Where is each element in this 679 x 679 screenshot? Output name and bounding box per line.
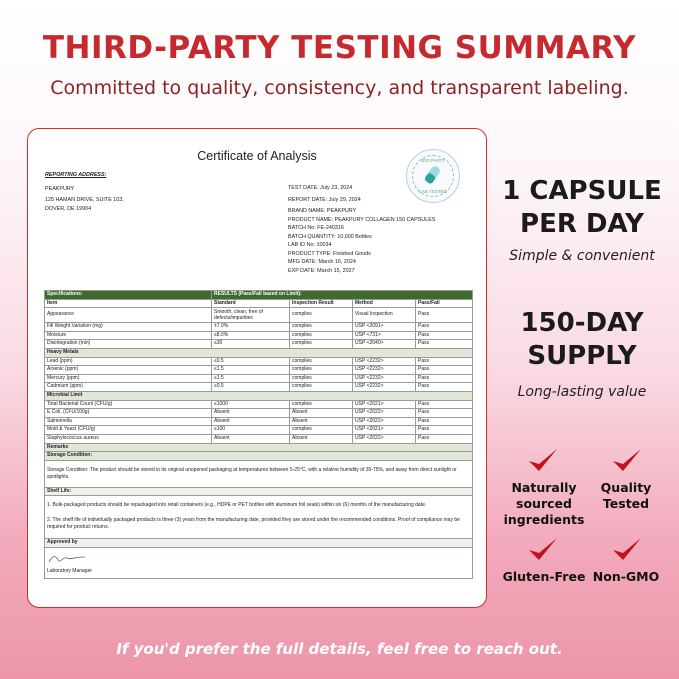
cell: USP <2022> bbox=[353, 409, 416, 418]
product-name: PRODUCT NAME: PEAKPURY COLLAGEN 150 CAPSULES bbox=[288, 216, 436, 223]
page-subtitle: Committed to quality, consistency, and transparent labeling. bbox=[50, 77, 629, 99]
cell: USP <2021> bbox=[353, 400, 416, 409]
certificate-card bbox=[27, 128, 487, 608]
approved-label: Approved by bbox=[45, 539, 473, 548]
cell: complies bbox=[290, 374, 353, 383]
batch-no: BATCH No: FE-240316 bbox=[288, 225, 344, 231]
table-row bbox=[45, 308, 473, 323]
address-line-2: DOVER, DE 19904 bbox=[45, 205, 92, 212]
column-header: Standard bbox=[212, 299, 290, 308]
table-row bbox=[45, 400, 473, 409]
badge-natural: Naturally sourced ingredients bbox=[503, 480, 585, 527]
signature-cell bbox=[45, 547, 473, 578]
cell: Absent bbox=[290, 434, 353, 443]
product-type: PRODUCT TYPE: Finished Goods bbox=[288, 250, 371, 257]
cell: complies bbox=[290, 308, 353, 323]
report-date: REPORT DATE: July 29, 2024 bbox=[288, 196, 361, 203]
cell: ≤1.5 bbox=[212, 366, 290, 375]
cell: Pass bbox=[416, 308, 473, 323]
cell: ≤1.5 bbox=[212, 374, 290, 383]
column-header: Pass/Fail bbox=[416, 299, 473, 308]
reporting-address bbox=[45, 171, 124, 213]
cell: ≤8.0% bbox=[212, 331, 290, 340]
batch-info bbox=[288, 184, 435, 275]
table-row bbox=[45, 366, 473, 375]
table-row bbox=[45, 340, 473, 349]
table-row bbox=[45, 383, 473, 392]
cell: Pass bbox=[416, 331, 473, 340]
cell: Arsenic (ppm) bbox=[45, 366, 212, 375]
signature-row bbox=[45, 547, 473, 578]
cell: Absent bbox=[290, 417, 353, 426]
cell: Pass bbox=[416, 426, 473, 435]
cell: Salmonella bbox=[45, 417, 212, 426]
cell: Staphylococcus aureus bbox=[45, 434, 212, 443]
company-name: PEAKPURY bbox=[45, 185, 75, 192]
cell: Pass bbox=[416, 434, 473, 443]
cell: Pass bbox=[416, 357, 473, 366]
cell: Pass bbox=[416, 409, 473, 418]
cell: ≤0.5 bbox=[212, 383, 290, 392]
cell: complies bbox=[290, 357, 353, 366]
cell: ≤1000 bbox=[212, 400, 290, 409]
cell: USP <731> bbox=[353, 331, 416, 340]
supply-title: 150-DAY SUPPLY bbox=[520, 308, 644, 371]
remarks-row bbox=[45, 443, 473, 452]
cell: Pass bbox=[416, 374, 473, 383]
cell: Fill Weight Variation (mg) bbox=[45, 323, 212, 332]
cell: USP <2232> bbox=[353, 366, 416, 375]
cell: ≤100 bbox=[212, 426, 290, 435]
check-icon bbox=[526, 533, 560, 567]
cell: USP <2091> bbox=[353, 323, 416, 332]
reporting-heading: REPORTING ADDRESS: bbox=[45, 172, 107, 178]
cell: Mercury (ppm) bbox=[45, 374, 212, 383]
table-row bbox=[45, 323, 473, 332]
table-row bbox=[45, 426, 473, 435]
cell: complies bbox=[290, 426, 353, 435]
cell: USP <2022> bbox=[353, 417, 416, 426]
cell: USP <2232> bbox=[353, 357, 416, 366]
group-row bbox=[45, 348, 473, 357]
storage-row bbox=[45, 452, 473, 461]
table-row bbox=[45, 374, 473, 383]
specifications-table bbox=[44, 290, 473, 579]
cell: complies bbox=[290, 383, 353, 392]
stamp-bottom-text: LAB TESTED bbox=[419, 189, 447, 194]
cell: complies bbox=[290, 323, 353, 332]
capsule-subtitle: Simple & convenient bbox=[509, 248, 655, 264]
cell: Total Bacterial Count (CFU/g) bbox=[45, 400, 212, 409]
cell: ≤0.5 bbox=[212, 357, 290, 366]
exp-date: EXP DATE: March 15, 2027 bbox=[288, 267, 355, 274]
column-headers-row bbox=[45, 299, 473, 308]
cell: Pass bbox=[416, 323, 473, 332]
lab-id: LAB ID No: 10034 bbox=[288, 242, 332, 248]
test-date: TEST DATE: July 23, 2024 bbox=[288, 185, 353, 191]
batch-quantity: BATCH QUANTITY: 10,000 Bottles bbox=[288, 233, 372, 240]
table-row bbox=[45, 331, 473, 340]
cell: USP <2232> bbox=[353, 383, 416, 392]
shelf-label: Shelf Life: bbox=[45, 487, 473, 496]
cell: Pass bbox=[416, 417, 473, 426]
cell: complies bbox=[290, 331, 353, 340]
cell: Moisture bbox=[45, 331, 212, 340]
shelf-text-row bbox=[45, 496, 473, 539]
address-line-1: 125 HAMAN DRIVE, SUITE 103, bbox=[45, 197, 124, 203]
cell: Absent bbox=[212, 409, 290, 418]
footer-note: If you'd prefer the full details, feel free to reach out. bbox=[116, 640, 563, 658]
cell: USP <2040> bbox=[353, 340, 416, 349]
badge-quality: Quality Tested bbox=[600, 480, 652, 511]
certificate-title: Certificate of Analysis bbox=[197, 149, 317, 163]
table-row bbox=[45, 434, 473, 443]
column-header: Inspection Result bbox=[290, 299, 353, 308]
microbial-label: Microbial Limit bbox=[45, 391, 473, 400]
group-row bbox=[45, 391, 473, 400]
cell: USP <2022> bbox=[353, 434, 416, 443]
badge-gluten-free: Gluten-Free bbox=[502, 569, 586, 584]
supply-subtitle: Long-lasting value bbox=[517, 384, 647, 400]
mfg-date: MFG DATE: March 16, 2024 bbox=[288, 259, 356, 265]
approver-title: Laboratory Manager bbox=[47, 567, 93, 574]
page-title: THIRD-PARTY TESTING SUMMARY bbox=[42, 30, 637, 66]
cell: Visual Inspection bbox=[353, 308, 416, 323]
shelf-row bbox=[45, 487, 473, 496]
spec-label: Specifications: bbox=[45, 291, 212, 300]
cell: Lead (ppm) bbox=[45, 357, 212, 366]
cell: Pass bbox=[416, 366, 473, 375]
cell: Absent bbox=[290, 409, 353, 418]
results-label: RESULTS (Pass/Fail based on Limit): bbox=[212, 291, 473, 300]
cell: Absent bbox=[212, 417, 290, 426]
table-header-row bbox=[45, 291, 473, 300]
cell: complies bbox=[290, 400, 353, 409]
signature-icon bbox=[47, 553, 87, 565]
cell: complies bbox=[290, 340, 353, 349]
cell: Pass bbox=[416, 383, 473, 392]
approved-row bbox=[45, 539, 473, 548]
cell: Pass bbox=[416, 400, 473, 409]
cell: ≤30 bbox=[212, 340, 290, 349]
cell: Mold & Yeast (CFU/g) bbox=[45, 426, 212, 435]
storage-text-row bbox=[45, 460, 473, 487]
cell: Absent bbox=[212, 434, 290, 443]
cell: Disintegration (min) bbox=[45, 340, 212, 349]
column-header: Item bbox=[45, 299, 212, 308]
brand-name: BRAND NAME: PEAKPURY bbox=[288, 208, 357, 214]
cell: USP <2021> bbox=[353, 426, 416, 435]
shelf-text-2: 2. The shelf life of individually packaged products is three (3) years from the manufacturing date, provided they are stored under the recommended conditions. Proof of compliance may be required for product returns. bbox=[47, 517, 460, 531]
check-icon bbox=[526, 444, 560, 478]
cell: Cadmium (ppm) bbox=[45, 383, 212, 392]
cell: E.Coli, (CFU/100g) bbox=[45, 409, 212, 418]
cell: complies bbox=[290, 366, 353, 375]
heavy-metals-label: Heavy Metals bbox=[45, 348, 473, 357]
cell: Smooth, clean, free of defects/impurities bbox=[212, 308, 290, 323]
cell: Pass bbox=[416, 340, 473, 349]
storage-label: Storage Condition: bbox=[45, 452, 473, 461]
cell: Appearance bbox=[45, 308, 212, 323]
capsule-title: 1 CAPSULE PER DAY bbox=[502, 176, 662, 239]
column-header: Method bbox=[353, 299, 416, 308]
badge-non-gmo: Non-GMO bbox=[592, 569, 660, 584]
remarks-label: Remarks bbox=[45, 443, 473, 452]
shelf-text bbox=[45, 496, 473, 539]
stamp-top-text: 3RD PARTY bbox=[420, 158, 446, 163]
table-row bbox=[45, 409, 473, 418]
shelf-text-1: 1. Bulk-packaged products should be repackaged into retail containers (e.g., HDPE or PET bottles with aluminum foil seals) within six (6) months of the manufacturing date. bbox=[47, 502, 427, 509]
check-icon bbox=[610, 533, 644, 567]
storage-text: Storage Condition: The product should be stored in its original unopened packaging at temperatures between 5-25°C, with a relative humidity of 35-75%, and away from direct sunlight or spotlights. bbox=[45, 460, 473, 487]
cell: USP <2232> bbox=[353, 374, 416, 383]
table-row bbox=[45, 417, 473, 426]
table-row bbox=[45, 357, 473, 366]
check-icon bbox=[610, 444, 644, 478]
cell: ±7.0% bbox=[212, 323, 290, 332]
